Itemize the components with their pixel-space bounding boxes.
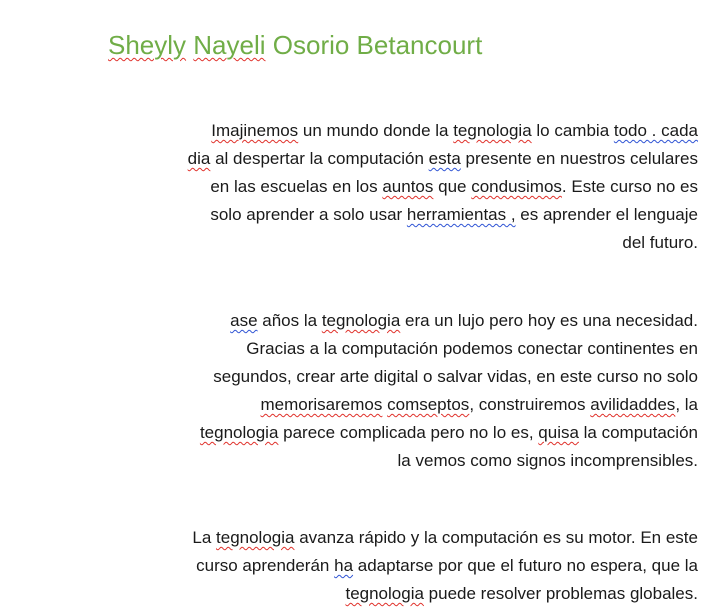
text-line [98, 173, 698, 201]
text-run: es aprender el lenguaje [515, 205, 698, 224]
text-run: solo aprender a solo usar [210, 205, 407, 224]
text-run: lo cambia [531, 121, 614, 140]
text-line [98, 201, 698, 229]
text-run: al despertar la computación [210, 149, 429, 168]
grammar-issue-text: todo . cada [613, 121, 698, 140]
spelling-error-word: tegnologia [216, 528, 295, 547]
spelling-error-word: dia [187, 149, 211, 168]
spelling-error-word: tegnologia [453, 121, 532, 140]
text-run: en las escuelas en los [210, 177, 383, 196]
spelling-error-word: Imajinemos [211, 121, 299, 140]
document-title [108, 28, 482, 62]
text-line [98, 391, 698, 419]
spelling-error-word: tegnologia [199, 423, 279, 442]
text-line [98, 552, 698, 580]
text-run: era un lujo pero hoy es una necesidad. [400, 311, 698, 330]
paragraph-1 [98, 117, 698, 257]
paragraph-3 [98, 524, 698, 608]
grammar-issue-text: ase [230, 311, 258, 330]
text-run: la vemos como signos incomprensibles. [397, 451, 698, 470]
text-run: que [433, 177, 472, 196]
text-run: un mundo donde la [298, 121, 454, 140]
text-run: curso aprenderán [196, 556, 335, 575]
spelling-error-word: avilidaddes [590, 395, 676, 414]
text-run: la computación [578, 423, 698, 442]
text-run: segundos, crear arte digital o salvar vidas, en este curso no solo [213, 367, 698, 386]
text-run: puede resolver problemas globales. [423, 584, 698, 603]
text-line [98, 363, 698, 391]
text-line [98, 229, 698, 257]
grammar-issue-text: herramientas , [406, 205, 516, 224]
spelling-error-word: comseptos [387, 395, 470, 414]
text-run: del futuro. [622, 233, 698, 252]
text-run: . Este curso no es [561, 177, 698, 196]
text-run: parece complicada pero no lo es, [278, 423, 539, 442]
text-run: , la [675, 395, 698, 414]
spelling-error-word: Nayeli [193, 30, 266, 60]
text-run: avanza rápido y la computación es su motor. En este [294, 528, 698, 547]
text-line [98, 335, 698, 363]
text-line [98, 145, 698, 173]
text-run: presente en nuestros celulares [460, 149, 698, 168]
spelling-error-word: condusimos [471, 177, 562, 196]
spelling-error-word: quisa [538, 423, 579, 442]
text-run: adaptarse por que el futuro no espera, que la [353, 556, 698, 575]
spelling-error-word: auntos [382, 177, 434, 196]
text-line [98, 117, 698, 145]
text-line [98, 524, 698, 552]
spelling-error-word: memorisaremos [260, 395, 383, 414]
text-run: Osorio Betancourt [265, 30, 483, 60]
text-line [98, 447, 698, 475]
text-run: Gracias a la computación podemos conectar continentes en [246, 339, 698, 358]
spelling-error-word: Sheyly [108, 30, 187, 60]
spelling-error-word: tegnologia [345, 584, 424, 603]
grammar-issue-text: esta [428, 149, 461, 168]
spelling-error-word: tegnologia [321, 311, 401, 330]
text-run: La [192, 528, 217, 547]
text-run: años la [257, 311, 322, 330]
paragraph-2 [98, 307, 698, 475]
text-run: , construiremos [469, 395, 591, 414]
text-line [98, 307, 698, 335]
text-line [98, 580, 698, 608]
text-line [98, 419, 698, 447]
grammar-issue-text: ha [334, 556, 354, 575]
